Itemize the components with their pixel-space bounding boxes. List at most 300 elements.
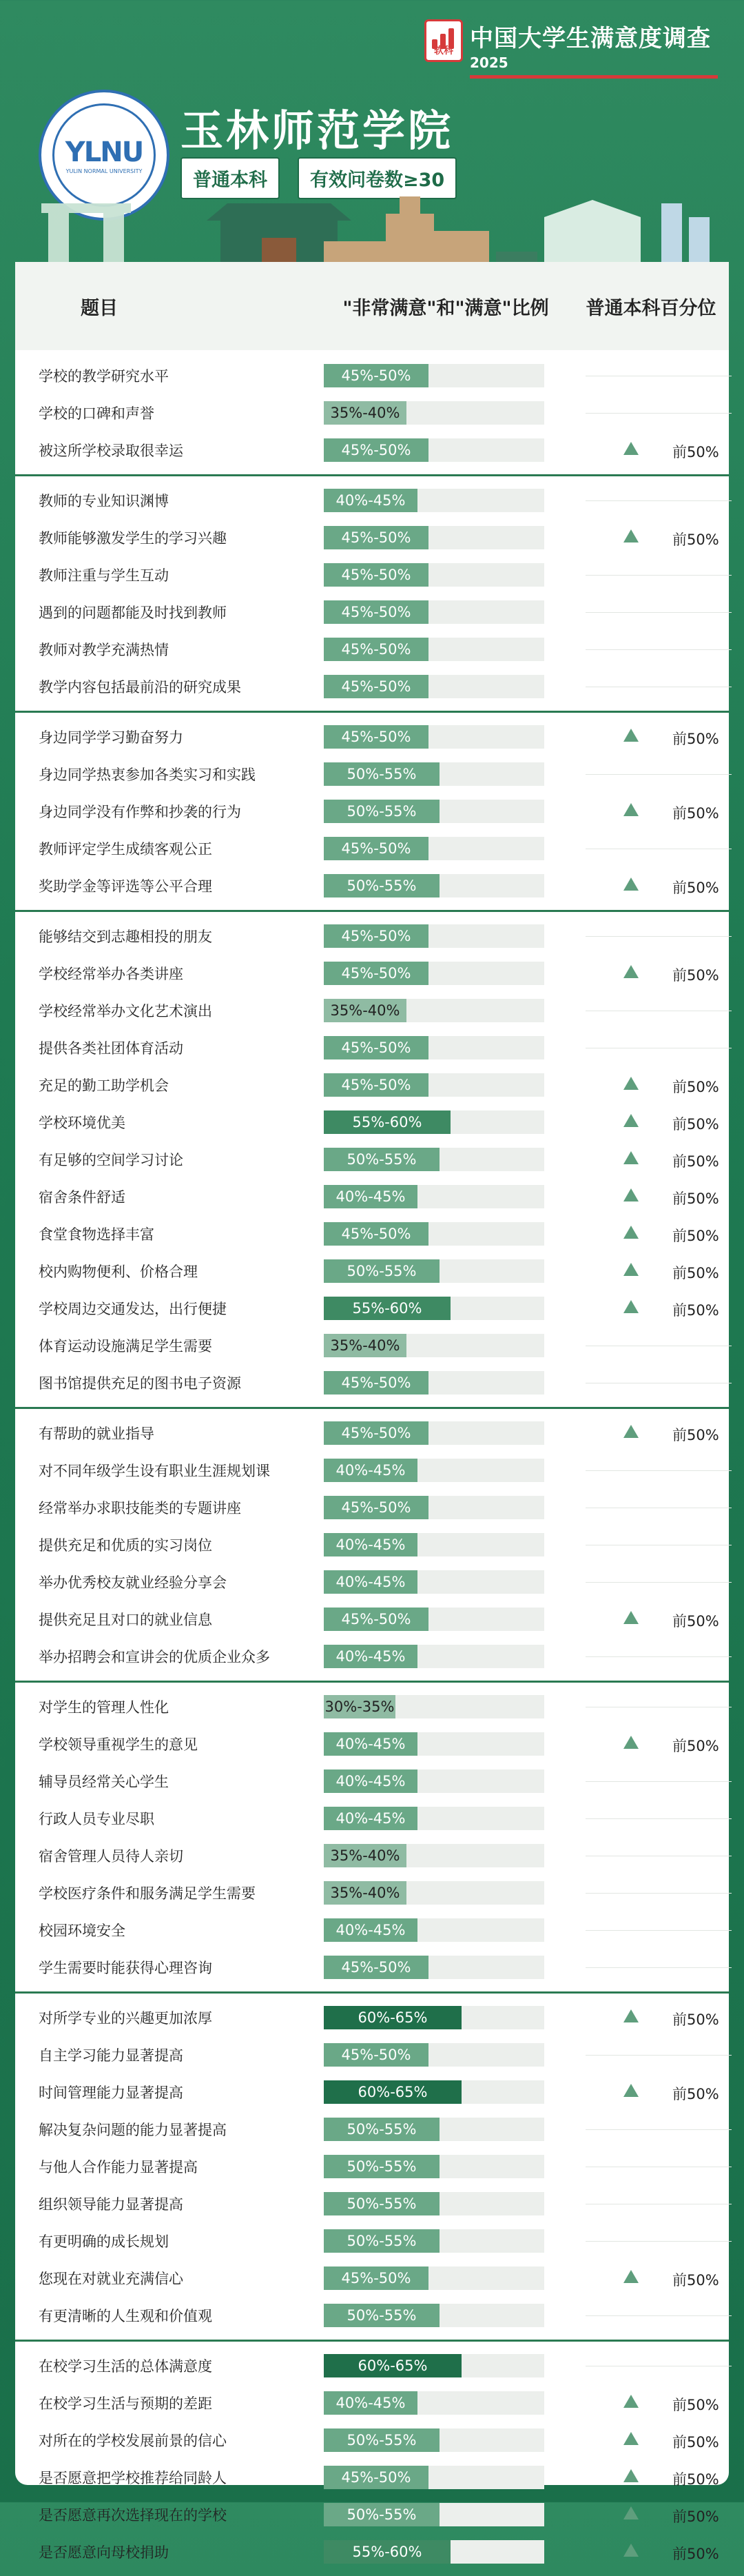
percentile-cell	[586, 398, 732, 427]
ratio-bar: 45%-50%	[324, 2266, 428, 2290]
percentile-cell	[586, 1257, 732, 1286]
table-row	[15, 2533, 729, 2570]
question-label: 学校医疗条件和服务满足学生需要	[39, 1885, 256, 1902]
table-row	[15, 917, 729, 955]
question-label: 学校的口碑和声誉	[39, 405, 154, 422]
ratio-bar-track	[324, 2043, 544, 2067]
percentile-divider	[586, 1781, 732, 1782]
percentile-cell	[586, 2189, 732, 2218]
percentile-cell	[586, 560, 732, 589]
question-label: 解决复杂问题的能力显著提高	[39, 2122, 227, 2138]
percentile-divider	[586, 1656, 732, 1657]
ratio-bar-track	[324, 2118, 544, 2141]
percentile-cell	[586, 1730, 732, 1758]
question-label: 您现在对就业充满信心	[39, 2271, 183, 2287]
table-row	[15, 394, 729, 432]
question-group	[15, 476, 729, 713]
table-row	[15, 1141, 729, 1178]
table-row	[15, 1178, 729, 1215]
table-row	[15, 2297, 729, 2334]
question-group	[15, 912, 729, 1409]
percentile-label: 前50%	[672, 1265, 719, 1281]
table-row	[15, 1601, 729, 1638]
ratio-bar-track	[324, 1496, 544, 1519]
table-row	[15, 1526, 729, 1563]
ratio-bar-track	[324, 526, 544, 549]
up-triangle-icon	[623, 2432, 639, 2445]
table-row	[15, 1688, 729, 1725]
ratio-bar-track	[324, 1110, 544, 1134]
percentile-label: 前50%	[672, 2434, 719, 2451]
ratio-bar: 40%-45%	[324, 1645, 417, 1668]
up-triangle-icon	[623, 729, 639, 742]
table-row	[15, 1489, 729, 1526]
ratio-bar: 45%-50%	[324, 1036, 428, 1059]
ratio-bar-track	[324, 837, 544, 860]
up-triangle-icon	[623, 878, 639, 891]
ratio-bar: 45%-50%	[324, 638, 428, 661]
ratio-bar-track	[324, 1334, 544, 1357]
percentile-divider	[586, 1582, 732, 1583]
percentile-cell	[586, 1841, 732, 1870]
percentile-divider	[586, 2055, 732, 2056]
up-triangle-icon	[623, 1188, 639, 1201]
ratio-bar-track	[324, 1918, 544, 1942]
question-label: 校内购物便利、价格合理	[39, 1264, 198, 1280]
percentile-divider	[586, 2315, 732, 2316]
ratio-bar: 45%-50%	[324, 837, 428, 860]
percentile-divider	[586, 413, 732, 414]
percentile-cell	[586, 1033, 732, 1062]
percentile-cell	[586, 1108, 732, 1137]
question-label: 学校经常举办文化艺术演出	[39, 1003, 212, 1020]
table-row	[15, 1763, 729, 1800]
percentile-cell	[586, 1568, 732, 1596]
ratio-bar-track	[324, 1695, 544, 1718]
percentile-divider	[586, 936, 732, 937]
table-row	[15, 1290, 729, 1327]
ratio-bar-track	[324, 999, 544, 1022]
percentile-divider	[586, 649, 732, 650]
table-row	[15, 1837, 729, 1874]
percentile-cell	[586, 436, 732, 465]
up-triangle-icon	[623, 2395, 639, 2408]
ratio-bar-track	[324, 1036, 544, 1059]
ratio-bar-track	[324, 1645, 544, 1668]
percentile-label: 前50%	[672, 1116, 719, 1133]
question-group	[15, 1994, 729, 2342]
percentile-divider	[586, 1818, 732, 1819]
ratio-bar-track	[324, 1259, 544, 1283]
question-label: 宿舍管理人员待人亲切	[39, 1848, 183, 1865]
up-triangle-icon	[623, 2469, 639, 2482]
ratio-bar-track	[324, 638, 544, 661]
ratio-bar-track	[324, 800, 544, 823]
percentile-label: 前50%	[672, 731, 719, 747]
question-label: 提供充足且对口的就业信息	[39, 1612, 212, 1628]
up-triangle-icon	[623, 529, 639, 542]
table-row	[15, 1800, 729, 1837]
percentile-label: 前50%	[672, 2546, 719, 2562]
question-label: 教师注重与学生互动	[39, 567, 169, 584]
ratio-bar-track	[324, 1148, 544, 1171]
percentile-label: 前50%	[672, 1427, 719, 1443]
question-label: 时间管理能力显著提高	[39, 2085, 183, 2101]
up-triangle-icon	[623, 2506, 639, 2519]
ratio-bar-track	[324, 1533, 544, 1556]
ratio-bar-track	[324, 874, 544, 897]
ratio-bar-track	[324, 725, 544, 749]
ratio-bar: 50%-55%	[324, 2192, 440, 2215]
ratio-bar-track	[324, 364, 544, 387]
question-label: 教师的专业知识渊博	[39, 493, 169, 509]
percentile-cell	[586, 2227, 732, 2255]
question-label: 能够结交到志趣相投的朋友	[39, 929, 212, 945]
ratio-bar: 55%-60%	[324, 1297, 451, 1320]
percentile-cell	[586, 1642, 732, 1671]
percentile-divider	[586, 1967, 732, 1968]
up-triangle-icon	[623, 1077, 639, 1090]
percentile-divider	[586, 2129, 732, 2130]
table-row	[15, 1364, 729, 1401]
question-label: 对所在的学校发展前景的信心	[39, 2433, 227, 2449]
percentile-cell	[586, 1419, 732, 1448]
ratio-bar: 45%-50%	[324, 725, 428, 749]
table-row	[15, 2111, 729, 2148]
question-label: 有更明确的成长规划	[39, 2233, 169, 2250]
percentile-cell	[586, 2301, 732, 2330]
question-label: 是否愿意把学校推荐给同龄人	[39, 2470, 227, 2486]
question-label: 在校学习生活的总体满意度	[39, 2358, 212, 2375]
table-row	[15, 2422, 729, 2459]
percentile-divider	[586, 612, 732, 613]
question-label: 举办优秀校友就业经验分享会	[39, 1574, 227, 1591]
ratio-bar-track	[324, 2391, 544, 2415]
ratio-bar: 45%-50%	[324, 600, 428, 624]
ratio-bar: 40%-45%	[324, 1533, 417, 1556]
percentile-cell	[586, 871, 732, 900]
question-label: 教师对教学充满热情	[39, 642, 169, 658]
ratio-bar-track	[324, 2503, 544, 2526]
up-triangle-icon	[623, 1425, 639, 1438]
ratio-bar: 50%-55%	[324, 1148, 440, 1171]
percentile-cell	[586, 523, 732, 552]
percentile-divider	[586, 2241, 732, 2242]
ratio-bar: 30%-35%	[324, 1695, 395, 1718]
percentile-divider	[586, 500, 732, 501]
question-label: 有足够的空间学习讨论	[39, 1152, 183, 1168]
ratio-bar-track	[324, 2354, 544, 2377]
ratio-bar-track	[324, 2192, 544, 2215]
up-triangle-icon	[623, 2544, 639, 2557]
table-row	[15, 556, 729, 594]
table-row	[15, 2260, 729, 2297]
percentile-cell	[586, 598, 732, 627]
percentile-cell	[586, 2537, 732, 2566]
table-row	[15, 2222, 729, 2260]
percentile-cell	[586, 2152, 732, 2181]
up-triangle-icon	[623, 965, 639, 978]
ratio-bar-track	[324, 2540, 544, 2564]
question-label: 行政人员专业尽职	[39, 1811, 154, 1827]
table-row	[15, 2496, 729, 2533]
percentile-divider	[586, 575, 732, 576]
percentile-cell	[586, 1767, 732, 1796]
table-row	[15, 482, 729, 519]
table-row	[15, 1215, 729, 1252]
up-triangle-icon	[623, 1151, 639, 1164]
question-label: 学校环境优美	[39, 1115, 125, 1131]
percentile-cell	[586, 1953, 732, 1982]
ratio-bar: 40%-45%	[324, 1185, 417, 1208]
question-label: 有更清晰的人生观和价值观	[39, 2308, 212, 2324]
percentile-label: 前50%	[672, 1613, 719, 1630]
table-row	[15, 755, 729, 793]
percentile-cell	[586, 2040, 732, 2069]
ratio-bar-track	[324, 1421, 544, 1445]
ratio-bar-track	[324, 762, 544, 786]
up-triangle-icon	[623, 803, 639, 816]
table-row	[15, 594, 729, 631]
question-label: 有帮助的就业指导	[39, 1426, 154, 1442]
table-header	[15, 262, 729, 350]
campus-skyline-illustration	[0, 190, 744, 269]
percentile-cell	[586, 1294, 732, 1323]
table-row	[15, 2073, 729, 2111]
ratio-bar: 35%-40%	[324, 401, 406, 425]
percentile-label: 前50%	[672, 1302, 719, 1319]
question-label: 奖助学金等评选等公平合理	[39, 878, 212, 895]
ratio-bar-track	[324, 489, 544, 512]
question-label: 遇到的问题都能及时找到教师	[39, 605, 227, 621]
percentile-cell	[586, 2500, 732, 2529]
ratio-bar: 55%-60%	[324, 2540, 451, 2564]
question-label: 是否愿意向母校捐助	[39, 2544, 169, 2561]
percentile-cell	[586, 834, 732, 863]
question-label: 食堂食物选择丰富	[39, 1226, 154, 1243]
ratio-bar-track	[324, 1881, 544, 1905]
percentile-label: 前50%	[672, 1190, 719, 1207]
up-triangle-icon	[623, 2084, 639, 2097]
ratio-bar: 35%-40%	[324, 1844, 406, 1867]
brand-header	[424, 19, 718, 79]
table-row	[15, 1999, 729, 2036]
percentile-cell	[586, 2463, 732, 2492]
table-row	[15, 2384, 729, 2422]
ratio-bar: 45%-50%	[324, 1222, 428, 1246]
table-row	[15, 793, 729, 830]
ratio-bar-track	[324, 2428, 544, 2452]
table-row	[15, 432, 729, 469]
percentile-label: 前50%	[672, 1228, 719, 1244]
up-triangle-icon	[623, 1226, 639, 1239]
question-label: 与他人合作能力显著提高	[39, 2159, 198, 2176]
question-label: 身边同学热衷参加各类实习和实践	[39, 767, 256, 783]
question-group	[15, 1683, 729, 1994]
header-percentile: 普通本科百分位	[586, 297, 716, 319]
ratio-bar: 45%-50%	[324, 1956, 428, 1979]
table-row	[15, 2036, 729, 2073]
ratio-bar-track	[324, 962, 544, 985]
ratio-bar: 45%-50%	[324, 1496, 428, 1519]
up-triangle-icon	[623, 442, 639, 455]
table-row	[15, 1327, 729, 1364]
percentile-cell	[586, 797, 732, 826]
ratio-bar: 35%-40%	[324, 999, 406, 1022]
question-groups	[15, 350, 729, 2576]
percentile-cell	[586, 486, 732, 515]
percentile-label: 前50%	[672, 2508, 719, 2525]
percentile-label: 前50%	[672, 1153, 719, 1170]
percentile-label: 前50%	[672, 880, 719, 896]
ratio-bar: 50%-55%	[324, 2304, 440, 2327]
ratio-bar: 45%-50%	[324, 526, 428, 549]
ratio-bar-track	[324, 1185, 544, 1208]
ratio-bar: 45%-50%	[324, 1608, 428, 1631]
ratio-bar-track	[324, 1073, 544, 1097]
ratio-bar-track	[324, 2466, 544, 2489]
question-label: 身边同学没有作弊和抄袭的行为	[39, 804, 241, 820]
percentile-label: 前50%	[672, 1079, 719, 1095]
percentile-cell	[586, 959, 732, 988]
percentile-divider	[586, 1470, 732, 1471]
ratio-bar-track	[324, 600, 544, 624]
table-row	[15, 718, 729, 755]
ratio-bar: 45%-50%	[324, 675, 428, 698]
percentile-cell	[586, 1530, 732, 1559]
question-label: 学校经常举办各类讲座	[39, 966, 183, 982]
ratio-bar-track	[324, 1570, 544, 1594]
question-label: 辅导员经常关心学生	[39, 1774, 169, 1790]
survey-results-card	[15, 262, 729, 2562]
school-name: 玉林师范学院	[180, 105, 454, 156]
table-row	[15, 1252, 729, 1290]
question-label: 自主学习能力显著提高	[39, 2047, 183, 2064]
table-row	[15, 668, 729, 705]
up-triangle-icon	[623, 1611, 639, 1624]
percentile-cell	[586, 672, 732, 701]
percentile-cell	[586, 922, 732, 951]
question-label: 充足的勤工助学机会	[39, 1077, 169, 1094]
ratio-bar-track	[324, 401, 544, 425]
question-label: 在校学习生活与预期的差距	[39, 2395, 212, 2412]
ratio-bar-track	[324, 1371, 544, 1395]
percentile-cell	[586, 1878, 732, 1907]
table-row	[15, 1452, 729, 1489]
percentile-label: 前50%	[672, 2471, 719, 2488]
ratio-bar: 50%-55%	[324, 874, 440, 897]
ratio-bar-track	[324, 1956, 544, 1979]
ratio-bar: 40%-45%	[324, 489, 417, 512]
question-label: 是否愿意再次选择现在的学校	[39, 2507, 227, 2524]
ratio-bar: 60%-65%	[324, 2354, 462, 2377]
ratio-bar: 40%-45%	[324, 1769, 417, 1793]
ratio-bar-track	[324, 438, 544, 462]
ratio-bar: 45%-50%	[324, 962, 428, 985]
survey-title: 中国大学生满意度调查	[470, 25, 711, 52]
survey-year: 2025	[470, 54, 508, 71]
ratio-bar: 40%-45%	[324, 1918, 417, 1942]
up-triangle-icon	[623, 1114, 639, 1127]
table-row	[15, 2185, 729, 2222]
percentile-label: 前50%	[672, 2011, 719, 2028]
ratio-bar-track	[324, 1459, 544, 1482]
ratio-bar: 45%-50%	[324, 1073, 428, 1097]
question-label: 体育运动设施满足学生需要	[39, 1338, 212, 1355]
up-triangle-icon	[623, 2270, 639, 2283]
question-label: 对所学专业的兴趣更加浓厚	[39, 2010, 212, 2027]
percentile-cell	[586, 1804, 732, 1833]
table-row	[15, 1066, 729, 1104]
percentile-divider	[586, 774, 732, 775]
question-label: 学校领导重视学生的意见	[39, 1736, 198, 1753]
question-label: 学校周边交通发达，出行便捷	[39, 1301, 227, 1317]
table-row	[15, 1029, 729, 1066]
table-row	[15, 1563, 729, 1601]
percentile-label: 前50%	[672, 444, 719, 460]
ratio-bar: 45%-50%	[324, 1421, 428, 1445]
table-row	[15, 1725, 729, 1763]
ratio-bar: 40%-45%	[324, 1732, 417, 1756]
percentile-cell	[586, 1605, 732, 1634]
table-row	[15, 1414, 729, 1452]
ratio-bar: 50%-55%	[324, 800, 440, 823]
percentile-cell	[586, 2078, 732, 2107]
ratio-bar-track	[324, 675, 544, 698]
percentile-cell	[586, 1493, 732, 1522]
ratio-bar: 45%-50%	[324, 2466, 428, 2489]
table-row	[15, 867, 729, 904]
ratio-bar: 45%-50%	[324, 438, 428, 462]
question-group	[15, 2342, 729, 2576]
up-triangle-icon	[623, 1300, 639, 1313]
ratio-bar: 35%-40%	[324, 1881, 406, 1905]
ratio-bar: 45%-50%	[324, 2043, 428, 2067]
percentile-label: 前50%	[672, 2397, 719, 2413]
percentile-label: 前50%	[672, 2086, 719, 2102]
percentile-cell	[586, 1219, 732, 1248]
question-label: 对学生的管理人性化	[39, 1699, 169, 1716]
percentile-cell	[586, 2003, 732, 2032]
emblem-caption: YULIN NORMAL UNIVERSITY	[65, 168, 143, 174]
percentile-label: 前50%	[672, 967, 719, 984]
ratio-bar: 40%-45%	[324, 1807, 417, 1830]
question-label: 教师评定学生成绩客观公正	[39, 841, 212, 858]
percentile-label: 前50%	[672, 1738, 719, 1754]
brand-logo-text: 软科	[434, 45, 453, 57]
percentile-cell	[586, 1368, 732, 1397]
table-row	[15, 1911, 729, 1949]
percentile-cell	[586, 1071, 732, 1099]
question-group	[15, 1409, 729, 1683]
percentile-cell	[586, 2115, 732, 2144]
table-row	[15, 955, 729, 992]
emblem-monogram: YLNU	[65, 136, 143, 168]
question-label: 宿舍条件舒适	[39, 1189, 125, 1206]
table-row	[15, 357, 729, 394]
ratio-bar: 45%-50%	[324, 563, 428, 587]
percentile-cell	[586, 2264, 732, 2293]
ratio-bar: 60%-65%	[324, 2006, 462, 2029]
ratio-bar-track	[324, 2304, 544, 2327]
percentile-cell	[586, 1916, 732, 1945]
sample-size-tag: 有效问卷数≥30	[298, 157, 457, 199]
percentile-cell	[586, 2426, 732, 2455]
table-row	[15, 631, 729, 668]
ratio-bar-track	[324, 1608, 544, 1631]
percentile-label: 前50%	[672, 531, 719, 548]
ratio-bar-track	[324, 924, 544, 948]
